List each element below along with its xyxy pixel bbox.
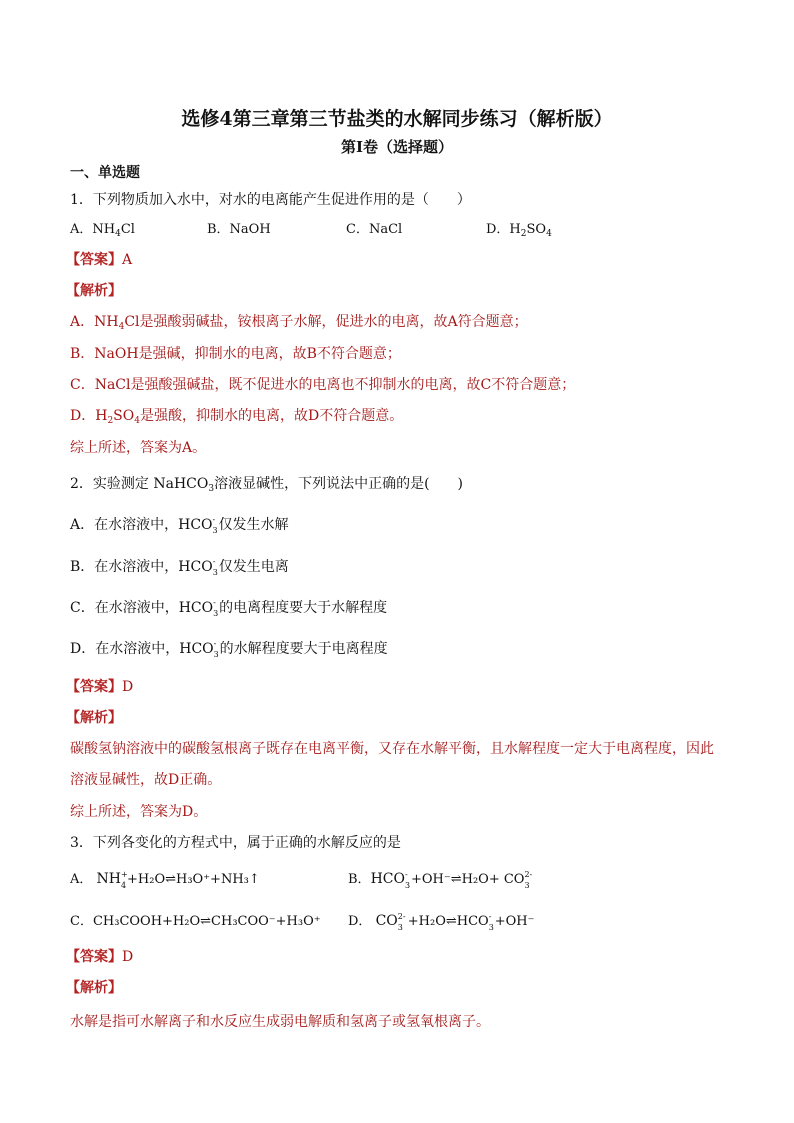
q1-option-c: C．NaCl: [346, 222, 403, 237]
q1-analysis-tag: 【解析】: [66, 283, 122, 299]
q3-option-b: B．HCO - 3 +OH⁻⇌H₂O+ CO 2- 3: [348, 869, 533, 890]
q3-option-a: A． NH + 4 +H₂O⇌H₃O⁺+NH₃↑: [70, 869, 260, 890]
q3-analysis-line1: 水解是指可水解离子和水反应生成弱电解质和氢离子或氢氧根离子。: [70, 1014, 490, 1030]
q2-option-c: C．在水溶液中，HCO - 3 的电离程度要大于水解程度: [70, 598, 388, 618]
q2-analysis-line1: 碳酸氢钠溶液中的碳酸氢根离子既存在电离平衡，又存在水解平衡，且水解程度一定大于电离程度，因此: [70, 741, 714, 757]
q3-option-c: C．CH₃COOH+H₂O⇌CH₃COO⁻+H₃O⁺: [70, 914, 321, 929]
q3-option-d: D． CO 2- 3 +H₂O⇌HCO - 3 +OH⁻: [348, 911, 535, 932]
q2-option-a: A．在水溶液中，HCO - 3 仅发生水解: [70, 515, 289, 535]
q2-analysis-tag: 【解析】: [66, 710, 122, 726]
q3-analysis-tag: 【解析】: [66, 980, 122, 996]
q2-stem: 2．实验测定 NaHCO$_3$溶液显碱性，下列说法中正确的是( ): [70, 476, 464, 494]
q1-answer: 【答案】A: [66, 252, 133, 268]
page-title: 选修4第三章第三节盐类的水解同步练习（解析版）: [181, 108, 613, 130]
q1-summary: 综上所述，答案为A。: [70, 440, 207, 456]
q1-option-a: A．$NH_4Cl$: [70, 222, 135, 239]
q1-option-d: D．$H_2SO_4$: [486, 222, 552, 239]
q2-answer: 【答案】D: [66, 679, 134, 695]
page-subtitle: 第I卷（选择题）: [340, 138, 454, 156]
q2-option-b: B．在水溶液中，HCO - 3 仅发生电离: [70, 557, 289, 577]
q3-answer: 【答案】D: [66, 949, 134, 965]
q1-analysis-a: A．$NH_4Cl$是强酸弱碱盐，铵根离子水解，促进水的电离，故A符合题意；: [70, 314, 528, 332]
q1-analysis-b: B．NaOH是强碱，抑制水的电离，故B不符合题意；: [70, 346, 401, 362]
q1-stem: 1．下列物质加入水中，对水的电离能产生促进作用的是（ ）: [70, 192, 471, 208]
q2-option-d: D．在水溶液中，HCO - 3 的水解程度要大于电离程度: [70, 639, 388, 659]
q1-option-b: B．NaOH: [207, 222, 271, 237]
section-heading: 一、单选题: [70, 165, 140, 181]
q1-analysis-c: C．NaCl是强酸强碱盐，既不促进水的电离也不抑制水的电离，故C不符合题意；: [70, 377, 576, 393]
q3-stem: 3．下列各变化的方程式中，属于正确的水解反应的是: [70, 835, 401, 851]
q2-analysis-line2: 溶液显碱性，故D正确。: [70, 772, 222, 788]
q2-summary: 综上所述，答案为D。: [70, 804, 208, 820]
q1-analysis-d: D．$H_2SO_4$是强酸，抑制水的电离，故D不符合题意。: [70, 408, 404, 426]
